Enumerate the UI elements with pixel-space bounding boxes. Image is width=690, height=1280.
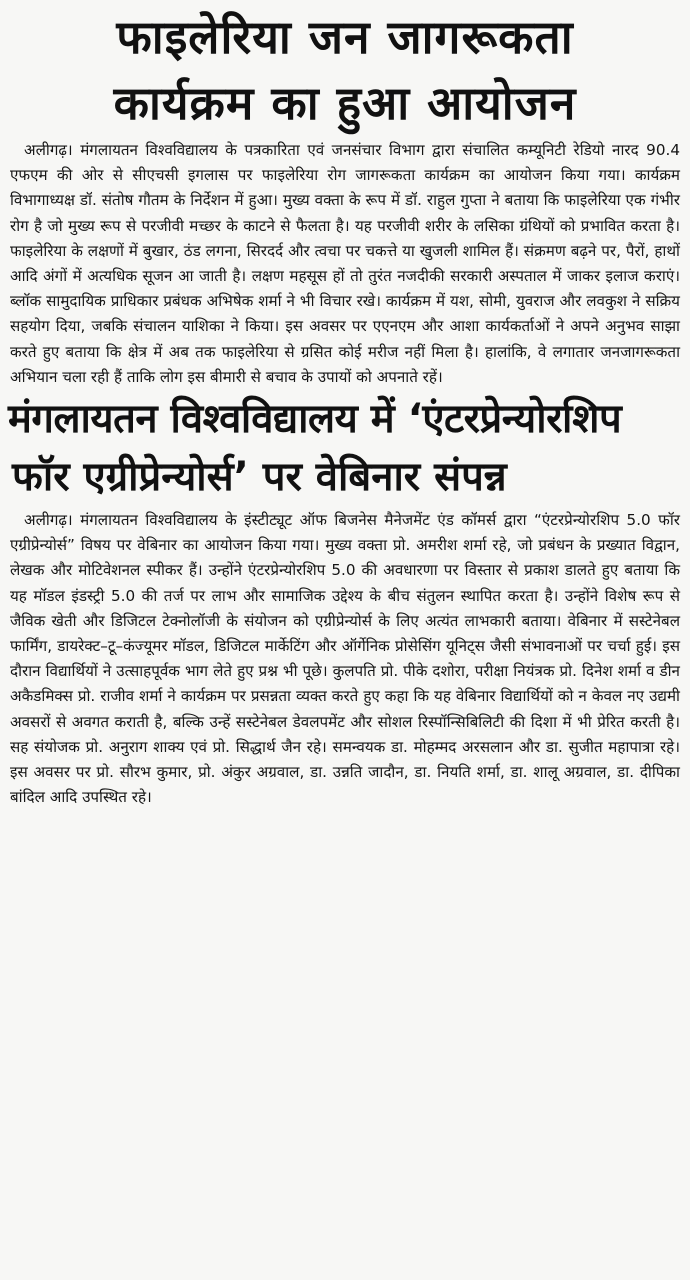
article-webinar: [8, 390, 682, 810]
article1-headline-line2: कार्यक्रम का हुआ आयोजन: [113, 76, 577, 130]
article1-body: अलीगढ़। मंगलायतन विश्वविद्यालय के पत्रकारिता एवं जनसंचार विभाग द्वारा संचालित कम्यूनिटी रेडियो नारद 90.4 एफएम की ओर से सीएचसी इगलास पर फाइलेरिया रोग जागरूकता कार्यक्रम का आयोजन किया गया। कार्यक्रम विभागाध्यक्ष डॉ. संतोष गौतम के निर्देशन में हुआ। मुख्य वक्ता के रूप में डॉ. राहुल गुप्ता ने बताया कि फाइलेरिया एक गंभीर रोग है जो मुख्य रूप से परजीवी मच्छर के काटने से फैलता है। यह परजीवी शरीर के लसिका ग्रंथियों को प्रभावित करता है। फाइलेरिया के लक्षणों में बुखार, ठंड लगना, सिरदर्द और त्वचा पर चकत्ते या खुजली शामिल हैं। संक्रमण बढ़ने पर, पैरों, हाथों आदि अंगों में अत्यधिक सूजन आ जाती है। लक्षण महसूस हों तो तुरंत नजदीकी सरकारी अस्पताल में जाकर इलाज कराएं। ब्लॉक सामुदायिक प्राधिकार प्रबंधक अभिषेक शर्मा ने भी विचार रखे। कार्यक्रम में यश, सोमी, युवराज और लवकुश ने सक्रिय सहयोग दिया, जबकि संचालन याशिका ने किया। इस अवसर पर एएनएम और आशा कार्यकर्ताओं ने अपने अनुभव साझा करते हुए बताया कि क्षेत्र में अब तक फाइलेरिया से ग्रसित कोई मरीज नहीं मिला है। हालांकि, वे लगातार जनजागरूकता अभियान चला रही हैं ताकि लोग इस बीमारी से बचाव के उपायों को अपनाते रहें।: [10, 141, 680, 386]
article2-headline: [8, 390, 682, 506]
article-filaria: [8, 4, 682, 390]
article2-headline-line2: फॉर एग्रीप्रेन्योर्स’ पर वेबिनार संपन्न: [12, 454, 507, 501]
article1-headline-line1: फाइलेरिया जन जागरूकता: [116, 10, 574, 64]
article1-headline: [8, 4, 682, 136]
article2-body: अलीगढ़। मंगलायतन विश्वविद्यालय के इंस्टीट्यूट ऑफ बिजनेस मैनेजमेंट एंड कॉमर्स द्वारा “एंटरप्रेन्योरशिप 5.0 फॉर एग्रीप्रेन्योर्स” विषय पर वेबिनार का आयोजन किया गया। मुख्य वक्ता प्रो. अमरीश शर्मा रहे, जो प्रबंधन के प्रख्यात विद्वान, लेखक और मोटिवेशनल स्पीकर हैं। उन्होंने एंटरप्रेन्योरशिप 5.0 की अवधारणा पर विस्तार से प्रकाश डालते हुए बताया कि यह मॉडल इंडस्ट्री 5.0 की तर्ज पर लाभ और सामाजिक उद्देश्य के बीच संतुलन स्थापित करता है। उन्होंने विशेष रूप से जैविक खेती और डिजिटल टेक्नोलॉजी के संयोजन को एग्रीप्रेन्योर्स के लिए अत्यंत लाभकारी बताया। वेबिनार में सस्टेनेबल फार्मिंग, डायरेक्ट–टू–कंज्यूमर मॉडल, डिजिटल मार्केटिंग और ऑर्गेनिक प्रोसेसिंग यूनिट्स जैसी संभावनाओं पर चर्चा हुई। इस दौरान विद्यार्थियों ने उत्साहपूर्वक भाग लेते हुए प्रश्न भी पूछे। कुलपति प्रो. पीके दशोरा, परीक्षा नियंत्रक प्रो. दिनेश शर्मा व डीन अकैडमिक्स प्रो. राजीव शर्मा ने कार्यक्रम पर प्रसन्नता व्यक्त करते हुए कहा कि यह वेबिनार विद्यार्थियों को न केवल नए उद्यमी अवसरों से अवगत कराती है, बल्कि उन्हें सस्टेनेबल डेवलपमेंट और सोशल रिस्पॉन्सिबिलिटी की दिशा में भी प्रेरित करती है। सह संयोजक प्रो. अनुराग शाक्य एवं प्रो. सिद्धार्थ जैन रहे। समन्वयक डा. मोहम्मद अरसलान और डा. सुजीत महापात्रा रहे। इस अवसर पर प्रो. सौरभ कुमार, प्रो. अंकुर अग्रवाल, डा. उन्नति जादौन, डा. नियति शर्मा, डा. शालू अग्रवाल, डा. दीपिका बांदिल आदि उपस्थित रहे।: [10, 511, 680, 807]
article2-headline-line1: मंगलायतन विश्वविद्यालय में ‘एंटरप्रेन्योरशिप: [8, 396, 622, 443]
